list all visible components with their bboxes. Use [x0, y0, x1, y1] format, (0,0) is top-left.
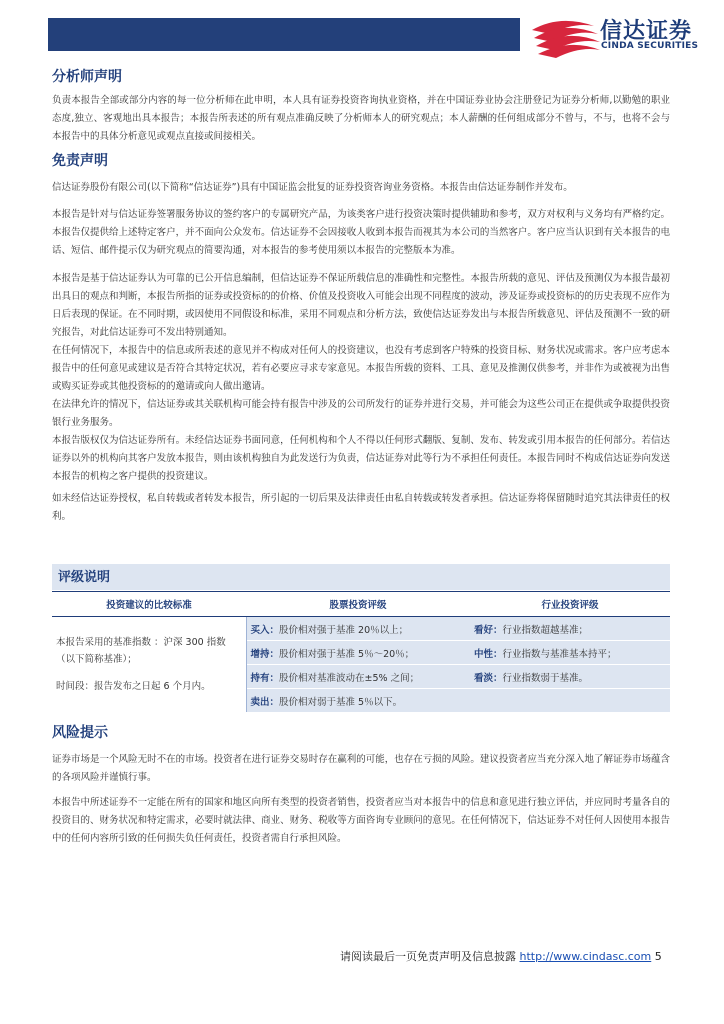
risk-paragraph: 本报告中所述证券不一定能在所有的国家和地区向所有类型的投资者销售，投资者应当对本报告中的信息和意见进行独立评估，并应同时考量各自的投资目的、财务状况和特定需求，必要时就法律、商业、财务、税收等方面咨询专业顾问的意见。在任何情况下，信达证券不对任何人因使用本报告中的任何内容所引致的任何损失负任何责任，投资者需自行承担风险。: [52, 797, 670, 844]
risk-paragraph: 证券市场是一个风险无时不在的市场。投资者在进行证券交易时存在赢利的可能，也存在亏损的风险。建议投资者应当充分深入地了解证券市场蕴含的各项风险并谨慎行事。: [52, 754, 670, 783]
logo-chinese-text: 信达证券: [600, 19, 693, 44]
rating-table: [52, 591, 670, 713]
logo-english-text: CINDA SECURITIES: [601, 41, 699, 51]
benchmark-cell: [52, 617, 246, 713]
page-number: 5: [654, 950, 662, 963]
benchmark-index-text: 本报告采用的基准指数 ：沪深 300 指数（以下简称基准）；: [56, 637, 226, 665]
industry-rating-positive: 看好：行业指数超越基准；: [470, 617, 670, 641]
risk-title: 风险提示: [52, 725, 108, 741]
footer: [340, 948, 662, 964]
footer-website-link[interactable]: http://www.cindasc.com: [519, 950, 652, 963]
analyst-statement-title: 分析师声明: [52, 69, 122, 85]
industry-rating-negative: 看淡：行业指数弱于基准。: [470, 665, 670, 689]
table-row: [52, 617, 670, 641]
footer-disclaimer-text: 请阅读最后一页免责声明及信息披露: [340, 950, 516, 963]
col-benchmark-header: 投资建议的比较标准: [52, 592, 246, 617]
rating-title: 评级说明: [58, 570, 111, 585]
disclaimer-paragraph: 在法律允许的情况下，信达证券或其关联机构可能会持有报告中涉及的公司所发行的证券并进行交易，并可能会为这些公司正在提供或争取提供投资银行业务服务。: [52, 399, 670, 428]
industry-rating-empty: [470, 689, 670, 713]
disclaimer-paragraph: 本报告是针对与信达证券签署服务协议的签约客户的专属研究产品，为该类客户进行投资决策时提供辅助和参考，双方对权利与义务均有严格约定。本报告仅提供给上述特定客户，并不面向公众发布。信达证券不会因接收人收到本报告而视其为本公司的当然客户。客户应当认识到有关本报告的电话、短信、邮件提示仅为研究观点的简要沟通，对本报告的参考使用须以本报告的完整版本为准。: [52, 209, 670, 256]
industry-rating-neutral: 中性：行业指数与基准基本持平；: [470, 641, 670, 665]
benchmark-period-text: 时间段：报告发布之日起 6 个月内。: [56, 681, 211, 692]
analyst-statement-text: 负责本报告全部或部分内容的每一位分析师在此申明，本人具有证券投资咨询执业资格，并在中国证券业协会注册登记为证券分析师,以勤勉的职业态度,独立、客观地出具本报告；本报告所表述的所有观点准确反映了分析师本人的研究观点；本人薪酬的任何组成部分不曾与，不与，也将不会与本报告中的具体分析意见或观点直接或间接相关。: [52, 95, 670, 142]
rating-section-bar: [52, 564, 670, 590]
disclaimer-paragraph: 在任何情况下，本报告中的信息或所表述的意见并不构成对任何人的投资建议，也没有考虑到客户特殊的投资目标、财务状况或需求。客户应考虑本报告中的任何意见或建议是否符合其特定状况，若有必要应寻求专家意见。本报告所载的资料、工具、意见及推测仅供参考，并非作为或被视为出售或购买证券或其他投资标的的邀请或向人做出邀请。: [52, 345, 670, 392]
stock-rating-sell: 卖出：股价相对弱于基准 5％以下。: [246, 689, 470, 713]
stock-rating-buy: 买入：股价相对强于基准 20％以上；: [246, 617, 470, 641]
disclaimer-paragraph: 如未经信达证券授权，私自转载或者转发本报告，所引起的一切后果及法律责任由私自转载或转发者承担。信达证券将保留随时追究其法律责任的权利。: [52, 493, 670, 522]
col-industry-header: 行业投资评级: [470, 592, 670, 617]
col-stock-header: 股票投资评级: [246, 592, 470, 617]
disclaimer-paragraph: 本报告是基于信达证券认为可靠的已公开信息编制，但信达证券不保证所载信息的准确性和完整性。本报告所载的意见、评估及预测仅为本报告最初出具日的观点和判断，本报告所指的证券或投资标的的价格、价值及投资收入可能会出现不同程度的波动，涉及证券或投资标的的历史表现不应作为日后表现的保证。在不同时期，或因使用不同假设和标准，采用不同观点和分析方法，致使信达证券发出与本报告所载意见、评估及预测不一致的研究报告，对此信达证券可不发出特别通知。: [52, 273, 670, 338]
disclaimer-paragraph: 信达证券股份有限公司(以下简称“信达证券”)具有中国证监会批复的证券投资咨询业务资格。本报告由信达证券制作并发布。: [52, 182, 573, 193]
stock-rating-overweight: 增持：股价相对强于基准 5％～20％；: [246, 641, 470, 665]
header-bar: [48, 18, 520, 51]
stock-rating-hold: 持有：股价相对基准波动在±5% 之间；: [246, 665, 470, 689]
disclaimer-paragraph: 本报告版权仅为信达证券所有。未经信达证券书面同意，任何机构和个人不得以任何形式翻版、复制、发布、转发或引用本报告的任何部分。若信达证券以外的机构向其客户发放本报告，则由该机构独自为此发送行为负责，信达证券对此等行为不承担任何责任。本报告同时不构成信达证券向发送本报告的机构之客户提供的投资建议。: [52, 435, 670, 482]
disclaimer-title: 免责声明: [52, 153, 108, 169]
rating-table-header: [52, 592, 670, 617]
